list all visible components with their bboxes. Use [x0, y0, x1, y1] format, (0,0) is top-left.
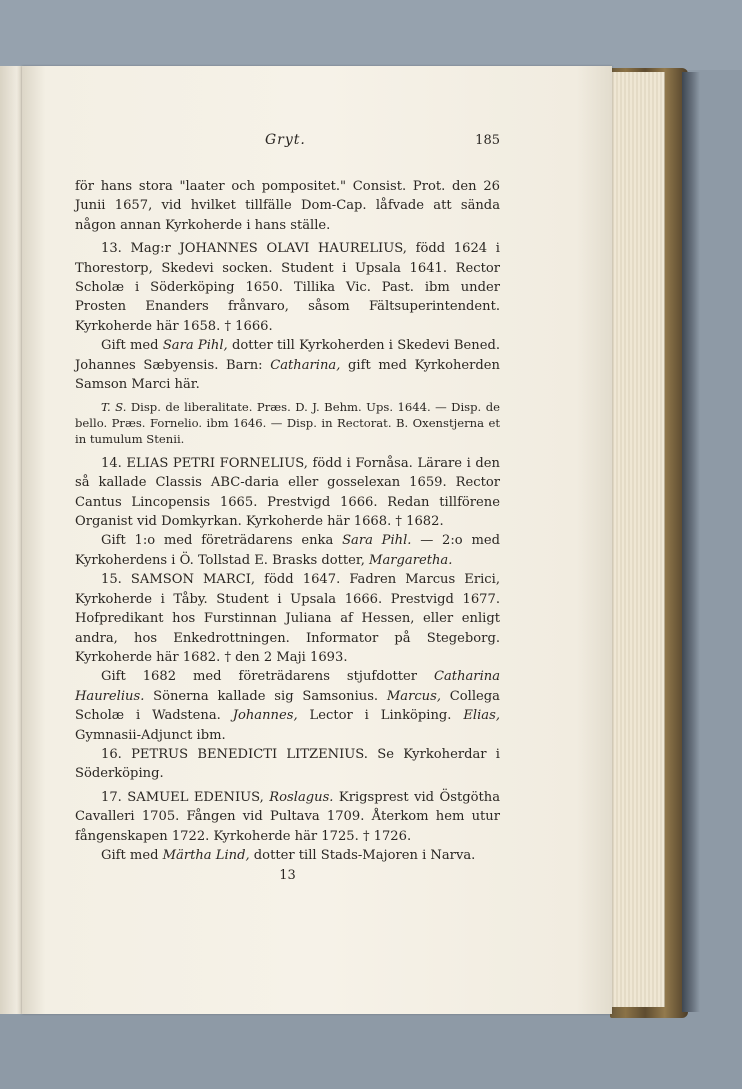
entry-13: 13. Mag:r JOHANNES OLAVI HAURELIUS, född 1624 i Thorestorp, Skedevi socken. Student i Upsala 1641. Rector Scholæ i Söderköping 1650. Tillika Vic. Past. ibm under Prosten Enanders frånvaro, såsom Fältsuperintendent. Kyrkoherde här 1658. † 1666.	[75, 241, 500, 334]
page-number: 185	[475, 133, 500, 148]
left-page-sliver	[0, 66, 24, 1014]
running-head: Gryt.	[265, 132, 306, 148]
signature-mark: 13	[279, 868, 296, 884]
entry-13-marriage: Gift med Sara Pihl, dotter till Kyrkoherden i Skedevi Bened. Johannes Sæbyensis. Barn: Catharina, gift med Kyrkoherden Samson Marci här.	[75, 338, 500, 393]
paragraph-1: för hans stora "laater och pompositet." Consist. Prot. den 26 Junii 1657, vid hvilket tillfälle Dom-Cap. låfvade att sända någon annan Kyrkoherde i hans ställe.	[75, 179, 500, 233]
entry-15: 15. SAMSON MARCI, född 1647. Fadren Marcus Erici, Kyrkoherde i Tåby. Student i Upsala 1666. Prestvigd 1677. Hofpredikant hos Furstinnan Juliana af Hessen, eller enligt andra, hos Enkedrottningen. Informator på Stegeborg. Kyrkoherde här 1682. † den 2 Maji 1693.	[75, 572, 500, 665]
page-text	[75, 132, 501, 886]
entry-16: 16. PETRUS BENEDICTI LITZENIUS. Se Kyrkoherdar i Söderköping.	[75, 746, 500, 782]
book-cover-edge	[682, 72, 700, 1012]
page-edges	[606, 72, 665, 1007]
entry-17: 17. SAMUEL EDENIUS, Roslagus. Krigsprest vid Östgötha Cavalleri 1705. Fången vid Pultava 1709. Återkom hem utur fångenskapen 1722. Kyrkoherde här 1725. † 1726.	[75, 789, 501, 844]
page-header	[75, 132, 500, 177]
entry-14: 14. ELIAS PETRI FORNELIUS, född i Fornåsa. Lärare i den så kallade Classis ABC-daria eller gosselexan 1659. Rector Cantus Lincopensis 1665. Prestvigd 1666. Redan tillförene Organist vid Domkyrkan. Kyrkoherde här 1668. † 1682.	[75, 455, 500, 530]
entry-13-works: T. S. Disp. de liberalitate. Præs. D. J. Behm. Ups. 1644. — Disp. de bello. Præs. Fornelio. ibm 1646. — Disp. in Rectorat. B. Oxenstjerna et in tumulum Stenii.	[75, 400, 500, 447]
entry-14-marriage: Gift 1:o med företrädarens enka Sara Pihl. — 2:o med Kyrkoherdens i Ö. Tollstad E. Brasks dotter, Margaretha.	[75, 533, 500, 568]
entry-15-marriage: Gift 1682 med företrädarens stjufdotter Catharina Haurelius. Sönerna kallade sig Samsonius. Marcus, Collega Scholæ i Wadstena. Johannes, Lector i Linköping. Elias, Gymnasii-Adjunct ibm.	[75, 669, 500, 743]
background-top	[0, 0, 742, 70]
entry-17-marriage: Gift med Märtha Lind, dotter till Stads-Majoren i Narva.	[101, 847, 476, 863]
